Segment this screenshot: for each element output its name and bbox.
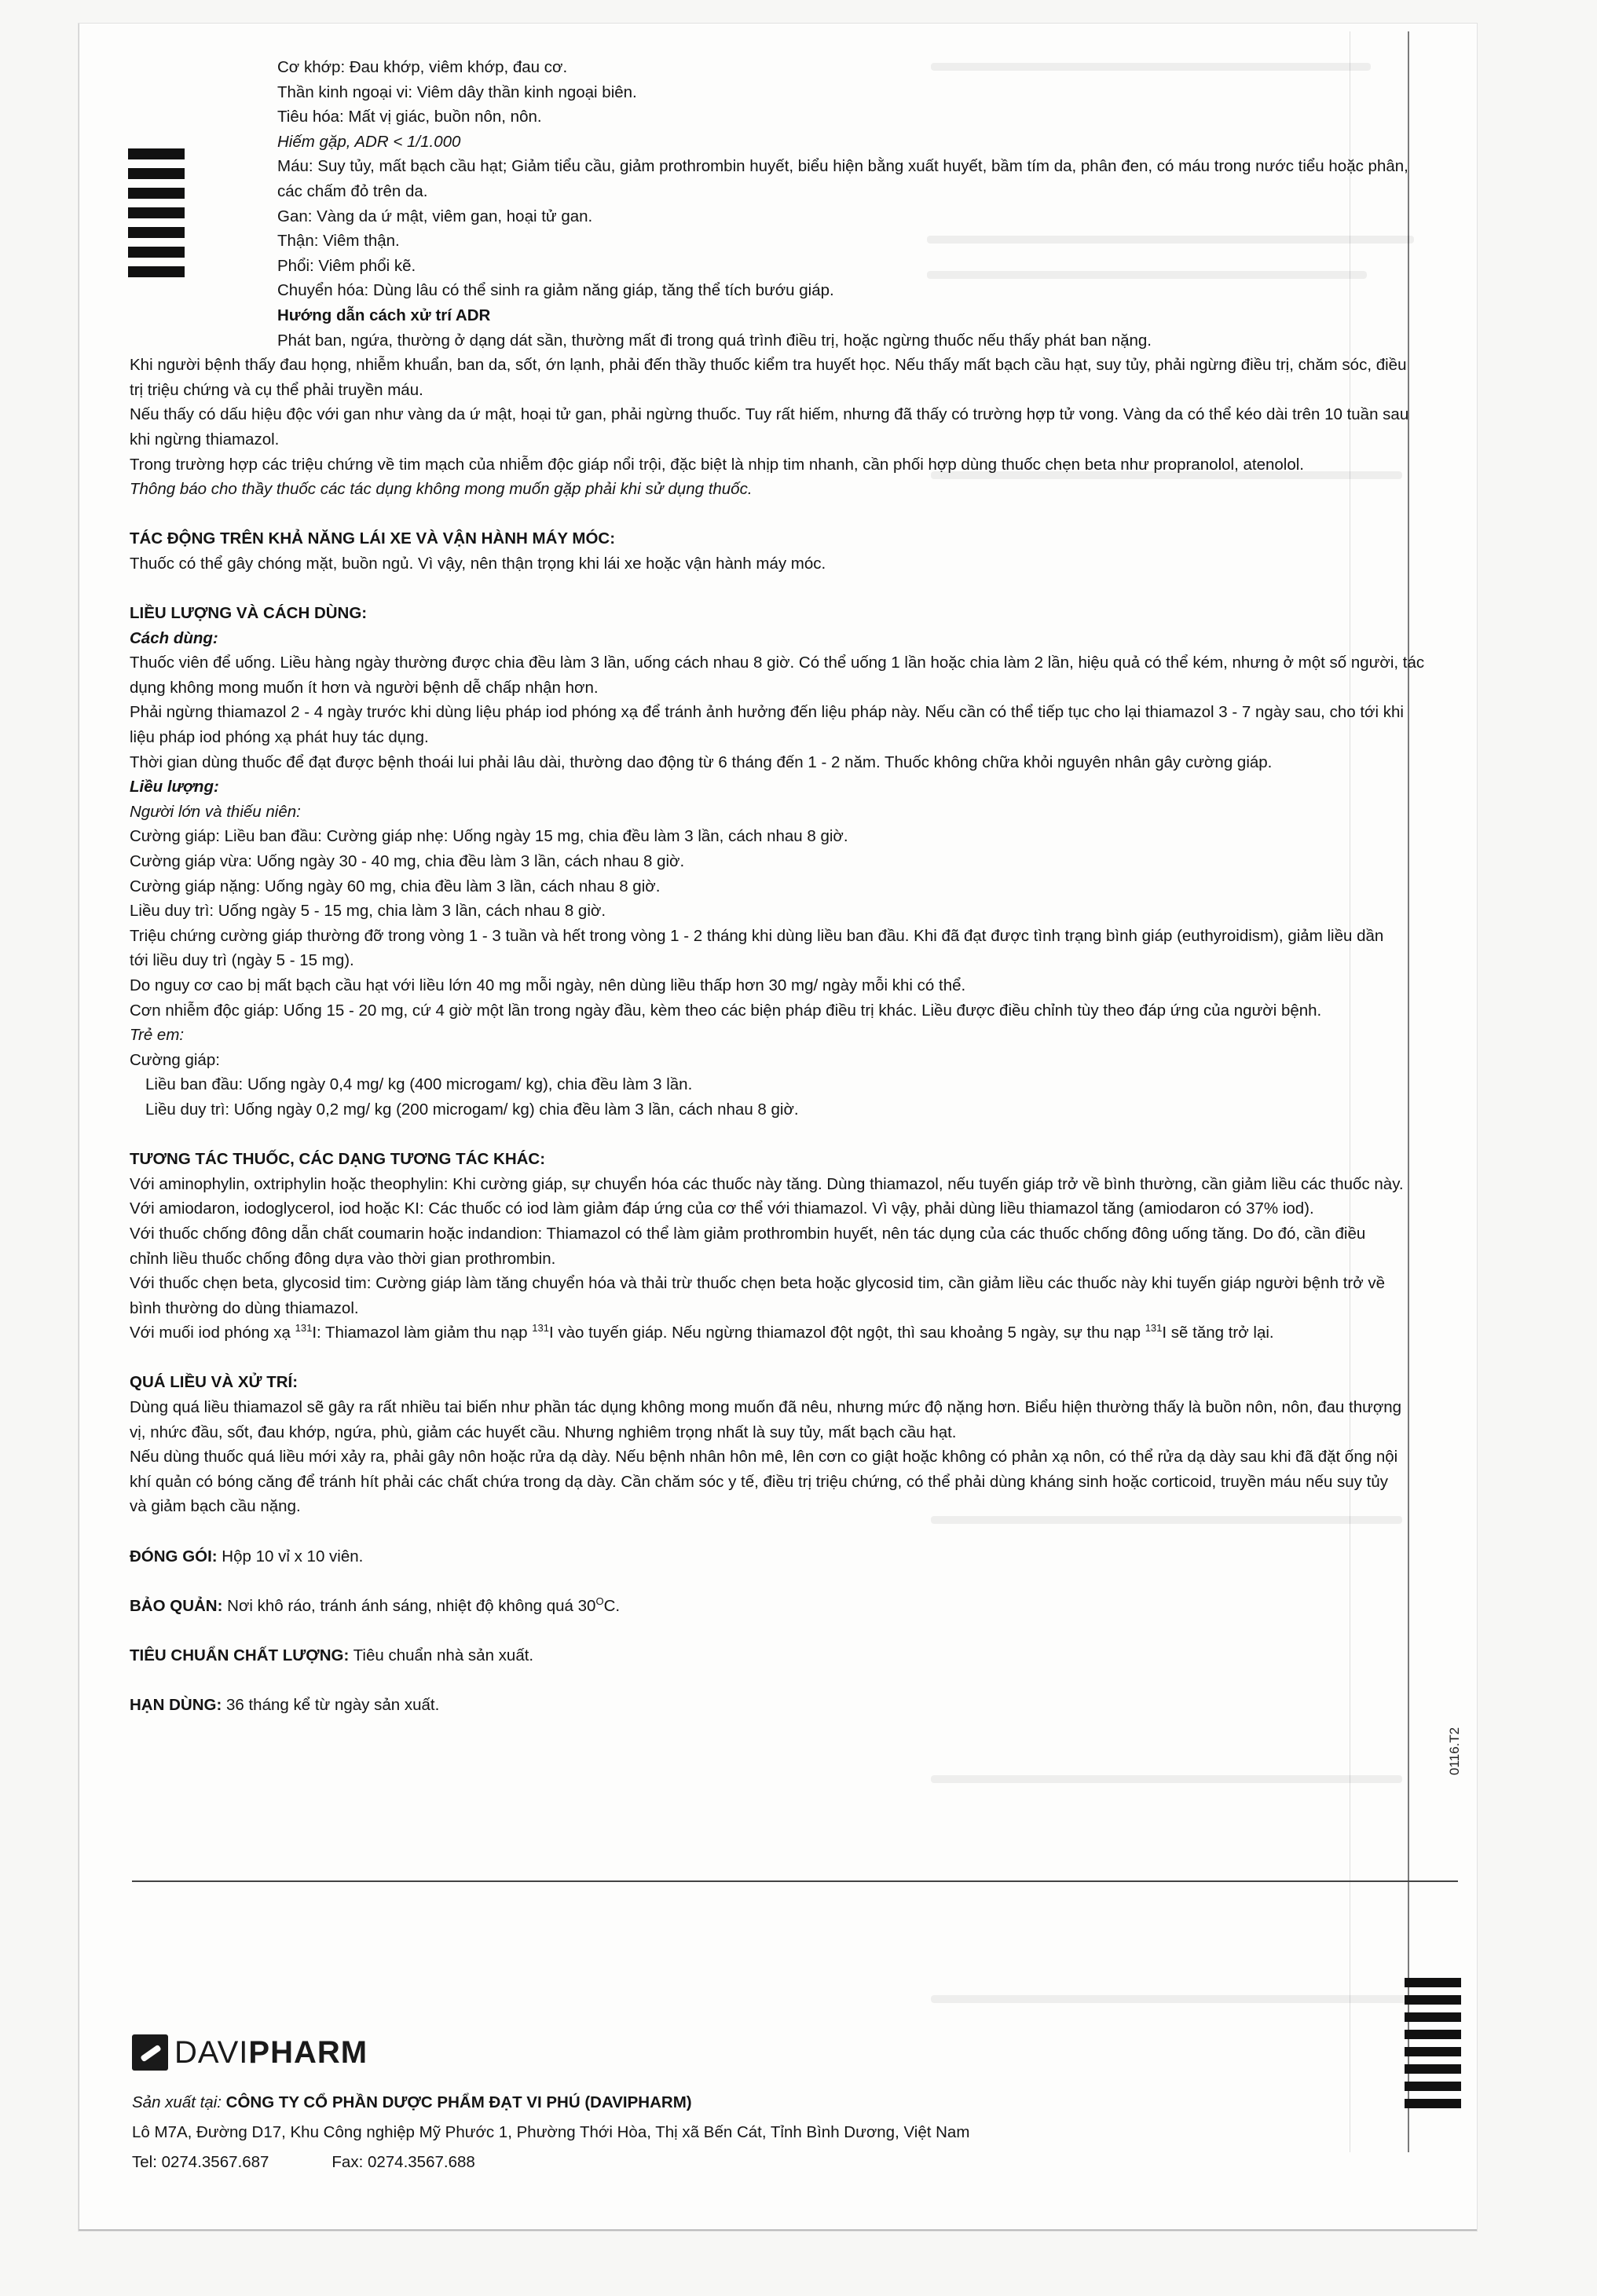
sheet-edge-bottom <box>79 2229 1477 2231</box>
overdose-title: QUÁ LIỀU VÀ XỬ TRÍ: <box>130 1373 299 1392</box>
overdose-line: khí quản có bóng căng để tránh hít phải các chất chứa trong dạ dày. Cần chăm sóc y tế, điều trị triệu chứng, có thể phải dùng kháng sinh hoặc corticoid, truyền máu nếu suy tủy <box>130 1472 1388 1491</box>
interaction-line: chỉnh liều thuốc chống đông dựa vào thời gian prothrombin. <box>130 1249 556 1268</box>
adr-management-line: Khi người bệnh thấy đau họng, nhiễm khuẩn, ban da, sốt, ớn lạnh, phải đến thầy thuốc kiểm tra huyết học. Nếu thấy mất bạch cầu hạt, suy tủy, phải ngừng điều trị, chăm sóc, điều <box>130 356 1407 375</box>
child-subheading: Cường giáp: <box>130 1050 220 1069</box>
brand-name: DAVIPHARM <box>174 2034 368 2070</box>
isotope-number: 131 <box>532 1322 549 1335</box>
adr-line: Thận: Viêm thận. <box>277 232 400 251</box>
leaflet-text <box>130 55 1465 1718</box>
adr-management-heading: Hướng dẫn cách xử trí ADR <box>277 306 491 324</box>
adr-management-line: Phát ban, ngứa, thường ở dạng dát sần, thường mất đi trong quá trình điều trị, hoặc ngừng thuốc nếu thấy phát ban nặng. <box>277 331 1152 350</box>
adult-dose-line: Cường giáp vừa: Uống ngày 30 - 40 mg, chia đều làm 3 lần, cách nhau 8 giờ. <box>130 852 685 870</box>
adult-dose-line: Cơn nhiễm độc giáp: Uống 15 - 20 mg, cứ 4 giờ một lần trong ngày đầu, kèm theo các biện pháp điều trị khác. Liều được điều chỉnh tùy theo đáp ứng của người bệnh. <box>130 1001 1322 1020</box>
driving-text: Thuốc có thể gây chóng mặt, buồn ngủ. Vì vậy, nên thận trọng khi lái xe hoặc vận hành máy móc. <box>130 554 826 573</box>
adult-dose-line: Liều duy trì: Uống ngày 5 - 15 mg, chia làm 3 lần, cách nhau 8 giờ. <box>130 902 606 921</box>
davipharm-logo <box>132 2034 368 2071</box>
dose-heading: Liều lượng: <box>130 778 219 796</box>
adr-section <box>130 55 1465 353</box>
storage-line: BẢO QUẢN: Nơi khô ráo, tránh ánh sáng, nhiệt độ không quá $30^OC$. <box>130 1595 621 1615</box>
adr-line: Phổi: Viêm phổi kẽ. <box>277 256 416 275</box>
manufacturer-info <box>132 2088 1428 2177</box>
interaction-line: Với thuốc chống đông dẫn chất coumarin hoặc indandion: Thiamazol có thể làm giảm prothrombin huyết, nên tác dụng của các thuốc chống đông uống tăng. Do đó, cần điều <box>130 1224 1366 1243</box>
child-heading: Trẻ em: <box>130 1026 185 1045</box>
driving-title: TÁC ĐỘNG TRÊN KHẢ NĂNG LÁI XE VÀ VẬN HÀNH MÁY MÓC: <box>130 529 616 548</box>
overdose-line: Nếu dùng thuốc quá liều mới xảy ra, phải gây nôn hoặc rửa dạ dày. Nếu bệnh nhân hôn mê, lên cơn co giật hoặc không có phản xạ nôn, có thể rửa dạ dày sau khi đã đặt ống nội <box>130 1448 1398 1467</box>
adr-line: Thần kinh ngoại vi: Viêm dây thần kinh ngoại biên. <box>277 82 637 101</box>
adult-dose-line: Cường giáp nặng: Uống ngày 60 mg, chia đều làm 3 lần, cách nhau 8 giờ. <box>130 877 661 895</box>
overdose-line: và giảm bạch cầu nặng. <box>130 1497 301 1516</box>
adr-line: Máu: Suy tủy, mất bạch cầu hạt; Giảm tiểu cầu, giảm prothrombin huyết, biểu hiện bằng xuất huyết, bầm tím da, phân đen, có máu trong nước tiểu hoặc phân, <box>277 157 1408 176</box>
show-through-mark <box>931 1995 1418 2003</box>
child-dose-line: Liều ban đầu: Uống ngày 0,4 mg/ kg (400 microgam/ kg), chia đều làm 3 lần. <box>145 1075 693 1094</box>
adr-management-line: trị triệu chứng và cụ thể phải truyền máu. <box>130 380 423 399</box>
divider-line <box>132 1880 1458 1882</box>
usage-line: liệu pháp iod phóng xạ phát huy tác dụng. <box>130 728 429 747</box>
expiry-line: HẠN DÙNG: 36 tháng kể từ ngày sản xuất. <box>130 1696 440 1715</box>
adr-notice: Thông báo cho thầy thuốc các tác dụng không mong muốn gặp phải khi sử dụng thuốc. <box>130 480 753 499</box>
manufacturer-name-line: Sản xuất tại: CÔNG TY CỔ PHẦN DƯỢC PHẨM ĐẠT VI PHÚ (DAVIPHARM) <box>132 2093 692 2111</box>
manufacturer-fax: Fax: 0274.3567.688 <box>331 2153 475 2171</box>
adr-management-line: Nếu thấy có dấu hiệu độc với gan như vàng da ứ mật, hoại tử gan, phải ngừng thuốc. Tuy rất hiếm, nhưng đã thấy có trường hợp tử vong. Vàng da có thể kéo dài trên 10 tuần sau <box>130 405 1409 424</box>
overdose-line: Dùng quá liều thiamazol sẽ gây ra rất nhiều tai biến như phần tác dụng không mong muốn đã nêu, nhưng mức độ nặng hơn. Biểu hiện thường thấy là buồn nôn, nôn, đau thượng <box>130 1398 1402 1417</box>
adr-line: Chuyển hóa: Dùng lâu có thể sinh ra giảm năng giáp, tăng thể tích bướu giáp. <box>277 281 834 300</box>
interaction-line: bình thường do dùng thiamazol. <box>130 1298 359 1317</box>
child-dose-line: Liều duy trì: Uống ngày 0,2 mg/ kg (200 microgam/ kg) chia đều làm 3 lần, cách nhau 8 giờ. <box>145 1100 799 1119</box>
packaging-line: ĐÓNG GÓI: Hộp 10 vỉ x 10 viên. <box>130 1547 364 1565</box>
interaction-line: Với thuốc chẹn beta, glycosid tim: Cường giáp làm tăng chuyển hóa và thải trừ thuốc chẹn beta hoặc glycosid tim, cần giảm liều các thuốc này khi tuyến giáp người bệnh trở về <box>130 1274 1386 1293</box>
adult-heading: Người lớn và thiếu niên: <box>130 802 301 821</box>
manufacturer-address: Lô M7A, Đường D17, Khu Công nghiệp Mỹ Phước 1, Phường Thới Hòa, Thị xã Bến Cát, Tỉnh Bình Dương, Việt Nam <box>132 2123 970 2141</box>
dosage-title: LIỀU LƯỢNG VÀ CÁCH DÙNG: <box>130 604 368 623</box>
adr-line: Gan: Vàng da ứ mật, viêm gan, hoại tử gan. <box>277 207 593 225</box>
show-through-mark <box>931 1775 1402 1783</box>
adr-line: các chấm đỏ trên da. <box>277 181 428 200</box>
usage-line: Phải ngừng thiamazol 2 - 4 ngày trước khi dùng liệu pháp iod phóng xạ để tránh ảnh hưởng đến liệu pháp này. Nếu cần có thể tiếp tục cho lại thiamazol 3 - 7 ngày sau, cho tới khi <box>130 703 1404 722</box>
adr-rare-heading: Hiếm gặp, ADR < 1/1.000 <box>277 132 461 151</box>
adr-line: Tiêu hóa: Mất vị giác, buồn nôn, nôn. <box>277 108 542 126</box>
adult-dose-line: Cường giáp: Liều ban đầu: Cường giáp nhẹ: Uống ngày 15 mg, chia đều làm 3 lần, cách nhau 8 giờ. <box>130 827 848 846</box>
interaction-line: Với aminophylin, oxtriphylin hoặc theophylin: Khi cường giáp, sự chuyển hóa các thuốc này tăng. Dùng thiamazol, nếu tuyến giáp trở về bình thường, cần giảm liều các thuốc này. <box>130 1174 1404 1193</box>
adr-line: Cơ khớp: Đau khớp, viêm khớp, đau cơ. <box>277 58 568 76</box>
usage-heading: Cách dùng: <box>130 628 218 647</box>
isotope-number: 131 <box>295 1322 313 1335</box>
adr-management-line: khi ngừng thiamazol. <box>130 430 280 449</box>
adr-management-line: Trong trường hợp các triệu chứng về tim mạch của nhiễm độc giáp nổi trội, đặc biệt là nhịp tim nhanh, cần phối hợp dùng thuốc chẹn beta như propranolol, atenolol. <box>130 455 1304 474</box>
overdose-line: vị, nhức đầu, sốt, đau khớp, ngứa, phù, giảm các huyết cầu. Nhưng nghiêm trọng nhất là suy tủy, mất bạch cầu hạt. <box>130 1423 957 1441</box>
usage-line: Thời gian dùng thuốc để đạt được bệnh thoái lui phải lâu dài, thường dao động từ 6 tháng đến 1 - 2 năm. Thuốc không chữa khỏi nguyên nhân gây cường giáp. <box>130 753 1273 771</box>
usage-line: Thuốc viên để uống. Liều hàng ngày thường được chia đều làm 3 lần, uống cách nhau 8 giờ. Có thể uống 1 lần hoặc chia làm 2 lần, hiệu quả có thể kém, nhưng ở một số người, tác <box>130 654 1425 672</box>
document-code: 0116.T2 <box>1447 1727 1462 1775</box>
interaction-line: Với amiodaron, iodoglycerol, iod hoặc KI: Các thuốc có iod làm giảm đáp ứng của cơ thể với thiamazol. Vì vậy, phải dùng liều thiamazol tăng (amiodaron có 37% iod). <box>130 1199 1314 1218</box>
davipharm-logo-icon <box>132 2034 168 2071</box>
adult-dose-line: tới liều duy trì (ngày 5 - 15 mg). <box>130 951 354 970</box>
adult-dose-line: Do nguy cơ cao bị mất bạch cầu hạt với liều lớn 40 mg mỗi ngày, nên dùng liều thấp hơn 30 mg/ ngày mỗi khi có thể. <box>130 976 966 994</box>
manufacturer-contact <box>132 2148 1428 2177</box>
interactions-title: TƯƠNG TÁC THUỐC, CÁC DẠNG TƯƠNG TÁC KHÁC: <box>130 1150 546 1169</box>
quality-standard-line: TIÊU CHUẨN CHẤT LƯỢNG: Tiêu chuẩn nhà sản xuất. <box>130 1646 534 1664</box>
interaction-iodine-line: Với muối iod phóng xạ $^{131}$I: Thiamazol làm giảm thu nạp $^{131}$I vào tuyến giáp. Nếu ngừng thiamazol đột ngột, thì sau khoảng 5 ngày, sự thu nạp $^{131}$I sẽ tăng trở lại. <box>130 1322 1274 1342</box>
usage-line: dụng không mong muốn ít hơn và người bệnh dễ chấp nhận hơn. <box>130 678 599 697</box>
isotope-number: 131 <box>1145 1322 1163 1335</box>
manufacturer-tel: Tel: 0274.3567.687 <box>132 2153 269 2171</box>
adult-dose-line: Triệu chứng cường giáp thường đỡ trong vòng 1 - 3 tuần và hết trong vòng 1 - 2 tháng khi dùng liều ban đầu. Khi đã đạt được tình trạng bình giáp (euthyroidism), giảm liều dần <box>130 926 1384 945</box>
